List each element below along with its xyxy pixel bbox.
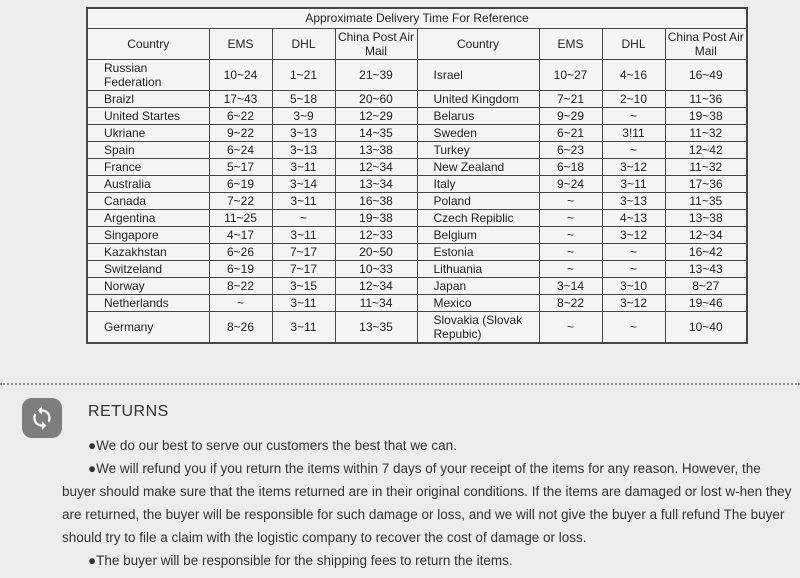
delivery-days-cell: 3~14: [539, 277, 602, 294]
returns-bullet-list: [62, 434, 793, 572]
delivery-days-cell: 11~32: [665, 158, 747, 175]
delivery-days-cell: 13~43: [665, 260, 747, 277]
delivery-days-cell: ~: [539, 226, 602, 243]
delivery-days-cell: 3~11: [272, 311, 335, 343]
delivery-days-cell: 3~11: [272, 226, 335, 243]
delivery-days-cell: 3~12: [602, 226, 665, 243]
delivery-days-cell: 4~16: [602, 59, 665, 90]
delivery-days-cell: 11~25: [209, 209, 272, 226]
country-cell: Braizl: [87, 90, 209, 107]
delivery-days-cell: 3~11: [272, 192, 335, 209]
delivery-days-cell: 5~18: [272, 90, 335, 107]
delivery-time-table: [86, 7, 748, 344]
delivery-days-cell: 6~24: [209, 141, 272, 158]
delivery-days-cell: 4~17: [209, 226, 272, 243]
delivery-days-cell: 20~50: [335, 243, 417, 260]
delivery-days-cell: 13~35: [335, 311, 417, 343]
country-cell: Italy: [417, 175, 539, 192]
returns-bullet: ●The buyer will be responsible for the shipping fees to return the items.: [88, 553, 513, 568]
delivery-days-cell: 6~22: [209, 107, 272, 124]
country-cell: Belgium: [417, 226, 539, 243]
country-cell: Lithuania: [417, 260, 539, 277]
delivery-days-cell: 3~13: [602, 192, 665, 209]
delivery-days-cell: 19~38: [335, 209, 417, 226]
delivery-days-cell: 3~11: [272, 158, 335, 175]
country-cell: Argentina: [87, 209, 209, 226]
delivery-days-cell: 16~38: [335, 192, 417, 209]
delivery-days-cell: 10~33: [335, 260, 417, 277]
country-cell: Switzeland: [87, 260, 209, 277]
country-cell: Turkey: [417, 141, 539, 158]
country-cell: Belarus: [417, 107, 539, 124]
country-cell: Poland: [417, 192, 539, 209]
table-header-row: [87, 28, 747, 59]
delivery-days-cell: 7~22: [209, 192, 272, 209]
delivery-days-cell: 13~38: [335, 141, 417, 158]
country-cell: Ukriane: [87, 124, 209, 141]
delivery-days-cell: 16~49: [665, 59, 747, 90]
returns-bullet: ●We will refund you if you return the items within 7 days of your receipt of the items for any reason. However, the buyer should make sure that the items returned are in their original conditions. If the items are damaged or lost w-hen they are returned, the buyer will be responsible for such damage or loss, and we will not give the buyer a full refund The buyer should try to file a claim with the logistic company to recover the cost of damage or loss.: [62, 461, 792, 545]
delivery-days-cell: 8~26: [209, 311, 272, 343]
country-cell: Russian Federation: [87, 59, 209, 90]
table-row: [87, 311, 747, 343]
table-row: [87, 124, 747, 141]
table-title-row: [87, 8, 747, 28]
delivery-days-cell: 10~27: [539, 59, 602, 90]
delivery-days-cell: 1~21: [272, 59, 335, 90]
delivery-days-cell: 12~33: [335, 226, 417, 243]
country-cell: Germany: [87, 311, 209, 343]
country-cell: Kazakhstan: [87, 243, 209, 260]
delivery-days-cell: 12~34: [335, 277, 417, 294]
delivery-days-cell: 7~17: [272, 243, 335, 260]
delivery-days-cell: 12~34: [335, 158, 417, 175]
table-row: [87, 277, 747, 294]
delivery-days-cell: ~: [602, 243, 665, 260]
table-row: [87, 260, 747, 277]
sync-arrows-icon: [22, 398, 62, 438]
delivery-days-cell: 11~32: [665, 124, 747, 141]
country-cell: Spain: [87, 141, 209, 158]
delivery-days-cell: 10~24: [209, 59, 272, 90]
country-cell: Czech Repiblic: [417, 209, 539, 226]
delivery-days-cell: 7~17: [272, 260, 335, 277]
country-cell: Australia: [87, 175, 209, 192]
delivery-days-cell: 17~36: [665, 175, 747, 192]
country-cell: Estonia: [417, 243, 539, 260]
table-row: [87, 107, 747, 124]
delivery-days-cell: ~: [209, 294, 272, 311]
delivery-days-cell: 6~18: [539, 158, 602, 175]
table-row: [87, 209, 747, 226]
delivery-days-cell: 3!11: [602, 124, 665, 141]
delivery-days-cell: 10~40: [665, 311, 747, 343]
delivery-days-cell: 21~39: [335, 59, 417, 90]
delivery-days-cell: 3~15: [272, 277, 335, 294]
country-cell: Norway: [87, 277, 209, 294]
returns-bullet: ●We do our best to serve our customers the best that we can.: [88, 438, 457, 453]
country-cell: Mexico: [417, 294, 539, 311]
returns-section: [0, 396, 800, 578]
delivery-time-table-section: [86, 7, 748, 344]
delivery-days-cell: 19~38: [665, 107, 747, 124]
delivery-days-cell: 20~60: [335, 90, 417, 107]
delivery-days-cell: ~: [539, 311, 602, 343]
column-header-china-post-air-mail: China Post Air Mail: [335, 28, 417, 59]
delivery-days-cell: ~: [602, 141, 665, 158]
delivery-days-cell: 6~19: [209, 260, 272, 277]
delivery-days-cell: 6~21: [539, 124, 602, 141]
country-cell: Sweden: [417, 124, 539, 141]
delivery-days-cell: 13~34: [335, 175, 417, 192]
delivery-days-cell: 11~35: [665, 192, 747, 209]
table-row: [87, 226, 747, 243]
country-cell: Slovakia (Slovak Repubic): [417, 311, 539, 343]
delivery-days-cell: 13~38: [665, 209, 747, 226]
table-row: [87, 294, 747, 311]
table-row: [87, 59, 747, 90]
table-row: [87, 192, 747, 209]
delivery-days-cell: 8~22: [539, 294, 602, 311]
delivery-days-cell: 3~11: [272, 294, 335, 311]
column-header-country: Country: [417, 28, 539, 59]
delivery-days-cell: 2~10: [602, 90, 665, 107]
table-row: [87, 158, 747, 175]
column-header-ems: EMS: [209, 28, 272, 59]
delivery-days-cell: ~: [539, 243, 602, 260]
country-cell: Japan: [417, 277, 539, 294]
country-cell: Singapore: [87, 226, 209, 243]
delivery-days-cell: 11~34: [335, 294, 417, 311]
delivery-days-cell: 3~12: [602, 294, 665, 311]
delivery-days-cell: 3~12: [602, 158, 665, 175]
country-cell: Israel: [417, 59, 539, 90]
delivery-days-cell: 3~13: [272, 141, 335, 158]
country-cell: Netherlands: [87, 294, 209, 311]
delivery-days-cell: ~: [539, 192, 602, 209]
country-cell: United Kingdom: [417, 90, 539, 107]
delivery-days-cell: 12~29: [335, 107, 417, 124]
country-cell: Canada: [87, 192, 209, 209]
table-title: Approximate Delivery Time For Reference: [87, 8, 747, 28]
delivery-days-cell: 9~22: [209, 124, 272, 141]
delivery-days-cell: 8~22: [209, 277, 272, 294]
column-header-dhl: DHL: [272, 28, 335, 59]
delivery-days-cell: 3~13: [272, 124, 335, 141]
delivery-days-cell: 6~26: [209, 243, 272, 260]
country-cell: United Startes: [87, 107, 209, 124]
delivery-days-cell: 3~10: [602, 277, 665, 294]
delivery-days-cell: 19~46: [665, 294, 747, 311]
table-row: [87, 175, 747, 192]
dotted-divider: [0, 383, 800, 385]
delivery-days-cell: 6~23: [539, 141, 602, 158]
returns-heading: RETURNS: [88, 403, 169, 420]
delivery-days-cell: 4~13: [602, 209, 665, 226]
delivery-days-cell: 8~27: [665, 277, 747, 294]
delivery-table-body: [87, 59, 747, 343]
table-row: [87, 243, 747, 260]
country-cell: France: [87, 158, 209, 175]
delivery-days-cell: 9~29: [539, 107, 602, 124]
delivery-days-cell: 3~9: [272, 107, 335, 124]
delivery-days-cell: 17~43: [209, 90, 272, 107]
delivery-days-cell: 7~21: [539, 90, 602, 107]
delivery-days-cell: ~: [539, 260, 602, 277]
column-header-ems: EMS: [539, 28, 602, 59]
column-header-country: Country: [87, 28, 209, 59]
delivery-days-cell: ~: [602, 260, 665, 277]
delivery-days-cell: 12~34: [665, 226, 747, 243]
delivery-days-cell: ~: [602, 311, 665, 343]
delivery-days-cell: ~: [602, 107, 665, 124]
delivery-days-cell: 11~36: [665, 90, 747, 107]
delivery-days-cell: 14~35: [335, 124, 417, 141]
delivery-days-cell: ~: [272, 209, 335, 226]
column-header-china-post-air-mail: China Post Air Mail: [665, 28, 747, 59]
delivery-days-cell: 5~17: [209, 158, 272, 175]
delivery-days-cell: ~: [539, 209, 602, 226]
delivery-days-cell: 3~14: [272, 175, 335, 192]
delivery-days-cell: 12~42: [665, 141, 747, 158]
table-row: [87, 141, 747, 158]
country-cell: New Zealand: [417, 158, 539, 175]
delivery-days-cell: 6~19: [209, 175, 272, 192]
table-row: [87, 90, 747, 107]
delivery-days-cell: 16~42: [665, 243, 747, 260]
delivery-days-cell: 9~24: [539, 175, 602, 192]
delivery-days-cell: 3~11: [602, 175, 665, 192]
column-header-dhl: DHL: [602, 28, 665, 59]
